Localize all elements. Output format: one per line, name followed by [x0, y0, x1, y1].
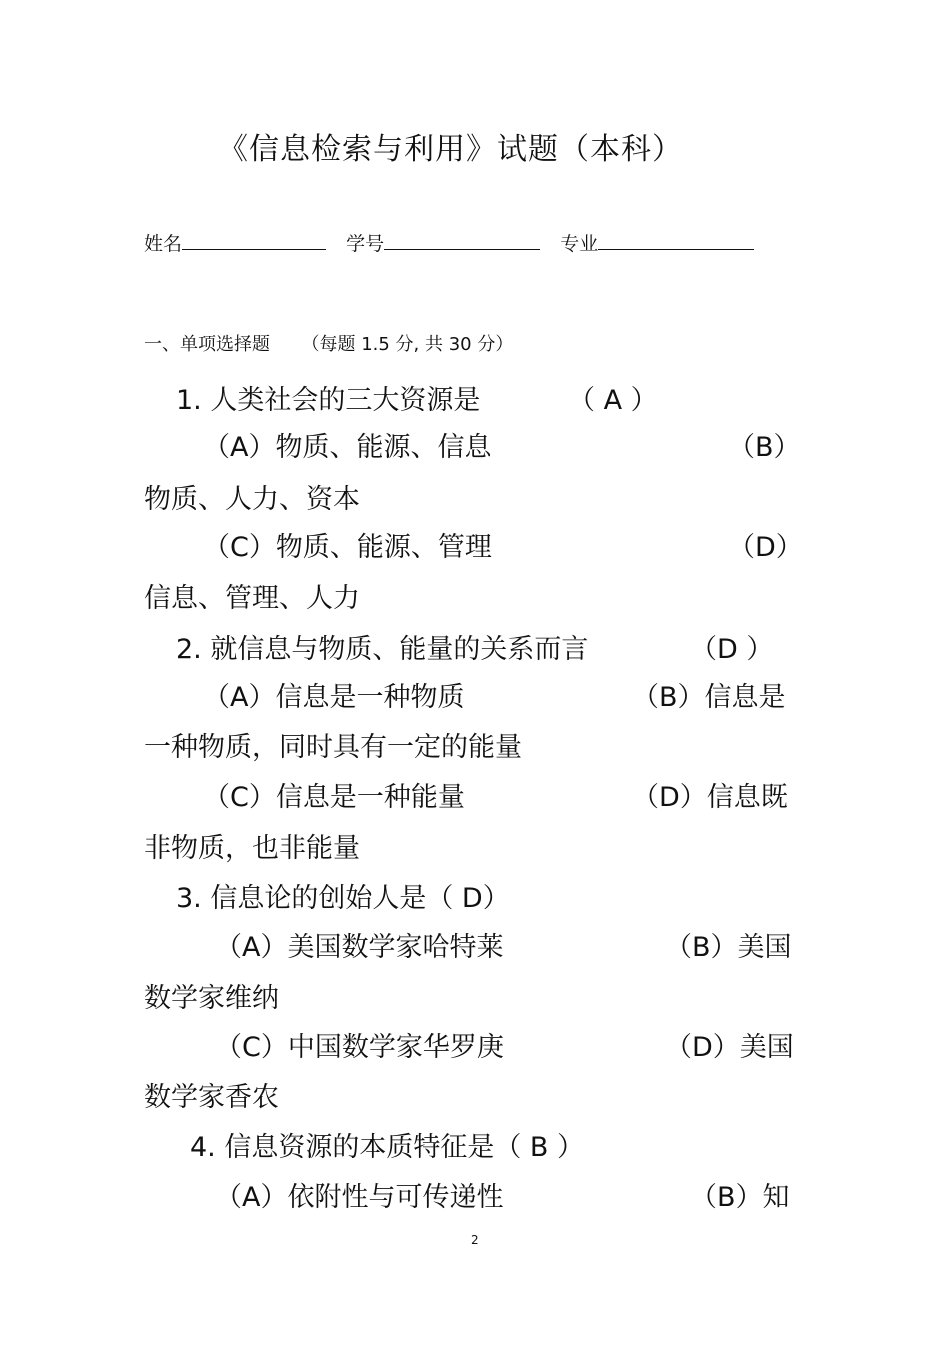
- question-3-option-a: （A）美国数学家哈特莱: [215, 932, 504, 963]
- question-4-option-b-label: （B）知: [690, 1182, 790, 1213]
- question-2-option-c: （C）信息是一种能量: [203, 782, 465, 813]
- question-1-option-a: （A）物质、能源、信息: [203, 432, 492, 463]
- question-1-option-b-text: 物质、人力、资本: [144, 484, 360, 515]
- question-1-stem: 1. 人类社会的三大资源是: [176, 385, 481, 416]
- section-heading: [144, 330, 513, 356]
- question-2-option-a: （A）信息是一种物质: [203, 682, 465, 713]
- question-1-option-d-label: （D）: [728, 532, 803, 563]
- question-2-answer: （D ）: [690, 634, 774, 665]
- question-3-option-b-label: （B）美国: [665, 932, 792, 963]
- student-id-label: 学号: [346, 233, 385, 255]
- question-4-option-a: （A）依附性与可传递性: [215, 1182, 504, 1213]
- question-2-stem: 2. 就信息与物质、能量的关系而言: [176, 634, 589, 665]
- question-4-stem: 4. 信息资源的本质特征是（ B ）: [190, 1132, 585, 1163]
- question-3-stem: 3. 信息论的创始人是（ D）: [176, 883, 510, 914]
- document-title: 《信息检索与利用》试题（本科）: [218, 132, 683, 167]
- major-label: 专业: [560, 233, 599, 255]
- question-2-option-d-text: 非物质，也非能量: [144, 833, 360, 864]
- student-info-row: [144, 229, 754, 256]
- question-3-option-c: （C）中国数学家华罗庚: [215, 1032, 504, 1063]
- question-1-option-b-label: （B）: [728, 432, 801, 463]
- name-blank: [182, 231, 326, 250]
- name-label: 姓名: [144, 233, 183, 255]
- question-1-answer: （ A ）: [568, 385, 658, 416]
- student-id-blank: [384, 231, 540, 250]
- question-2-option-b-text: 一种物质，同时具有一定的能量: [144, 732, 522, 763]
- question-1-option-d-text: 信息、管理、人力: [144, 583, 360, 614]
- question-3-option-d-label: （D）美国: [665, 1032, 794, 1063]
- question-3-option-d-text: 数学家香农: [144, 1082, 279, 1113]
- major-blank: [598, 231, 754, 250]
- section-note: （每题 1.5 分, 共 30 分）: [301, 334, 514, 355]
- question-1-option-c: （C）物质、能源、管理: [203, 532, 492, 563]
- section-title: 一、单项选择题: [144, 334, 270, 355]
- question-2-option-d-label: （D）信息既: [632, 782, 788, 813]
- question-2-option-b-label: （B）信息是: [632, 682, 786, 713]
- page-number: 2: [471, 1233, 479, 1247]
- question-3-option-b-text: 数学家维纳: [144, 983, 279, 1014]
